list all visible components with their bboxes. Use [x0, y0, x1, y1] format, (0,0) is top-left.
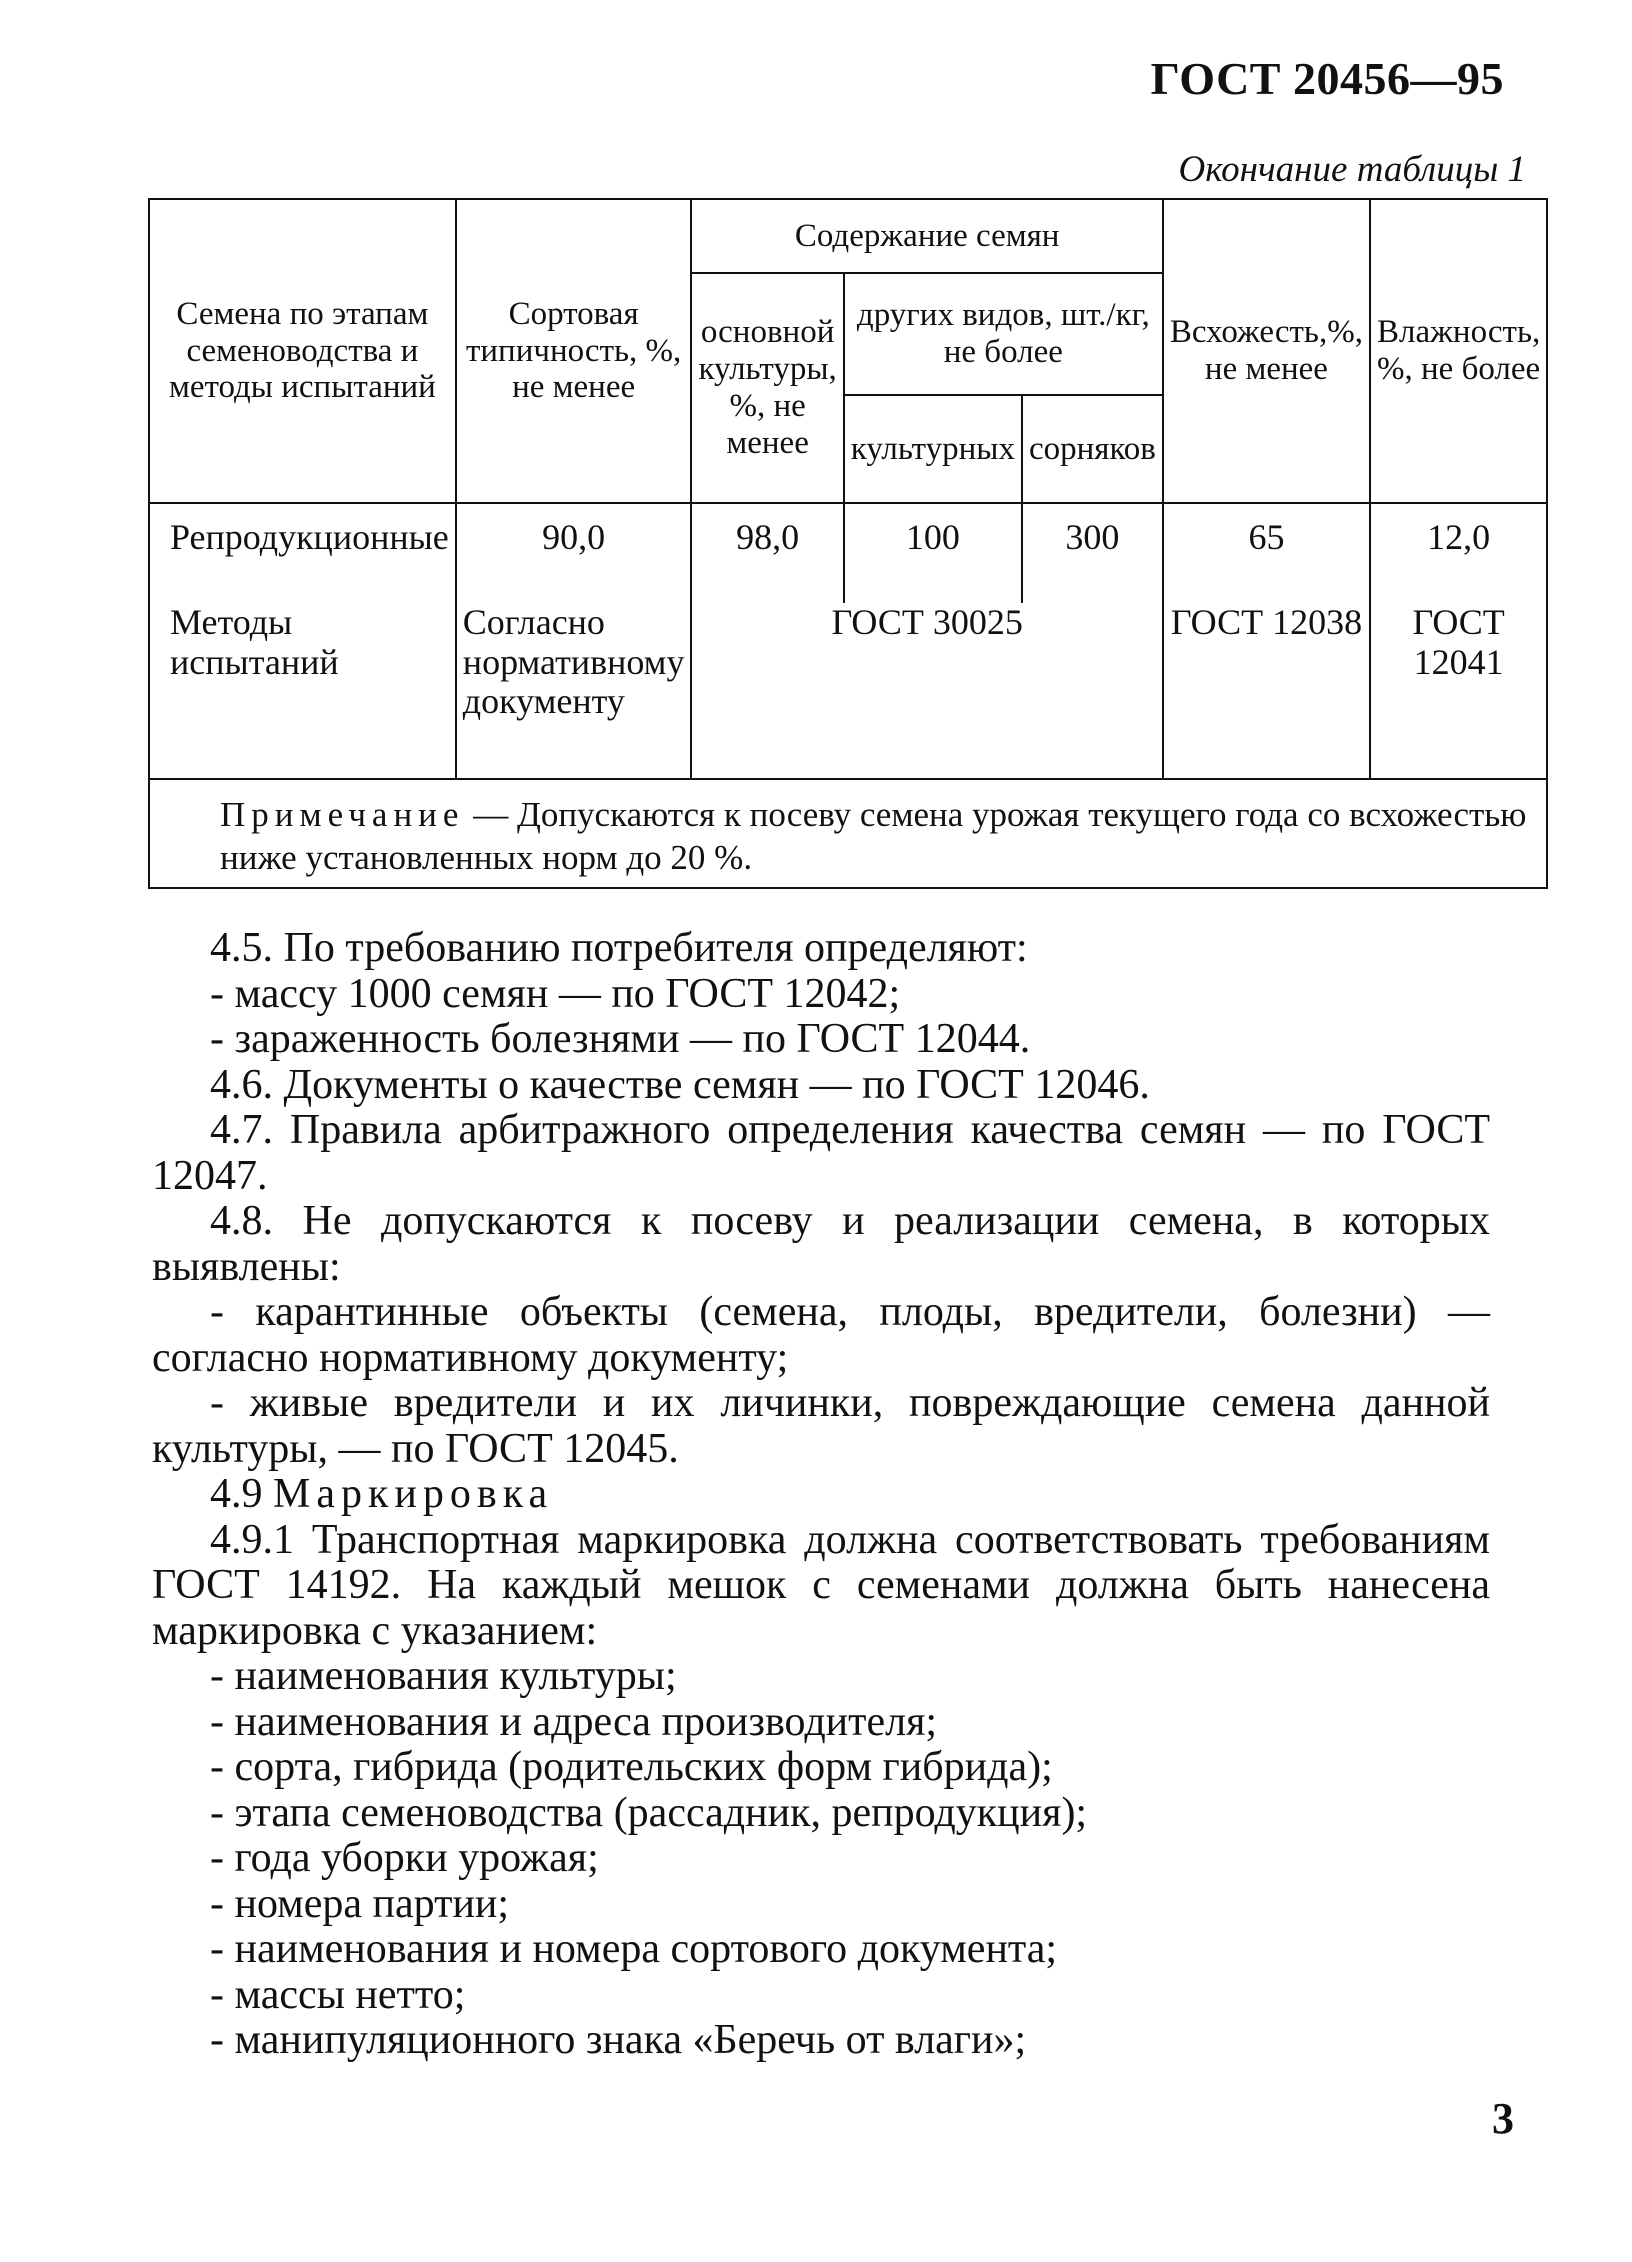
row-reproduction-germination: 65 — [1163, 503, 1370, 603]
row-reproduction-typicality: 90,0 — [456, 503, 692, 603]
header-other-species: других видов, шт./кг, не более — [844, 273, 1163, 395]
paragraph-4-5: 4.5. По требованию потребителя определяют: — [210, 925, 1028, 971]
table-note — [149, 779, 1547, 888]
section-4-9-heading — [152, 1472, 1490, 1518]
marking-item: - номера партии; — [210, 1880, 510, 1927]
header-content-group: Содержание семян — [691, 199, 1162, 273]
row-reproduction-weeds: 300 — [1022, 503, 1163, 603]
row-methods-moisture: ГОСТ 12041 — [1370, 603, 1547, 779]
header-seeds: Семена по этапам семеноводства и методы испытаний — [149, 199, 456, 503]
note-label: Примечание — [220, 795, 465, 834]
marking-item: - наименования культуры; — [210, 1653, 677, 1699]
marking-item: - массы нетто; — [210, 1971, 466, 2018]
marking-item: - года уборки урожая; — [210, 1835, 599, 1881]
row-reproduction-label: Репродукционные — [149, 503, 456, 603]
standard-id: ГОСТ 20456—95 — [1150, 53, 1504, 104]
marking-item: - сорта, гибрида (родительских форм гибрида); — [210, 1744, 1053, 1790]
paragraph-4-5-b: - зараженность болезнями — по ГОСТ 12044. — [210, 1016, 1031, 1062]
paragraph-4-6: 4.6. Документы о качестве семян — по ГОСТ 12046. — [210, 1061, 1150, 1108]
marking-item: - наименования и адреса производителя; — [210, 1698, 938, 1745]
marking-item: - манипуляционного знака «Беречь от влаги»; — [210, 2017, 1027, 2063]
row-reproduction-cultivated: 100 — [844, 503, 1022, 603]
seed-requirements-table — [148, 198, 1548, 889]
page-number: 3 — [1492, 2094, 1514, 2143]
row-methods-germination: ГОСТ 12038 — [1163, 603, 1370, 779]
paragraph-4-7: 4.7. Правила арбитражного определения качества семян — по ГОСТ 12047. — [152, 1107, 1490, 1199]
header-cultivated: культурных — [844, 395, 1022, 503]
row-methods-label: Методы испытаний — [149, 603, 456, 779]
paragraph-4-8-b: - живые вредители и их личинки, повреждающие семена данной культуры, — по ГОСТ 12045. — [152, 1380, 1490, 1472]
marking-item: - наименования и номера сортового документа; — [210, 1926, 1058, 1972]
paragraph-4-9-1: 4.9.1 Транспортная маркировка должна соответствовать требованиям ГОСТ 14192. На каждый мешок с семенами должна быть нанесена маркировка с указанием: — [152, 1516, 1490, 1654]
section-4-9-number: 4.9 — [210, 1471, 263, 1517]
marking-item: - этапа семеноводства (рассадник, репродукция); — [210, 1789, 1088, 1836]
header-typicality: Сортовая типичность, %, не менее — [456, 199, 692, 503]
row-methods-content: ГОСТ 30025 — [691, 603, 1162, 779]
table-caption: Окончание таблицы 1 — [1178, 149, 1526, 190]
header-moisture: Влажность, %, не более — [1370, 199, 1547, 503]
paragraph-4-5-a: - массу 1000 семян — по ГОСТ 12042; — [210, 970, 901, 1017]
row-reproduction-main-culture: 98,0 — [691, 503, 843, 603]
header-weeds: сорняков — [1022, 395, 1163, 503]
row-methods-typicality: Согласно нормативному документу — [456, 603, 692, 779]
body-text — [152, 926, 1490, 2064]
note-text: — Допускаются к посеву семена урожая текущего года со всхожестью ниже установленных норм до 20 %. — [220, 795, 1527, 877]
paragraph-4-8-a: - карантинные объекты (семена, плоды, вредители, болезни) — согласно нормативному документу; — [152, 1289, 1490, 1381]
header-main-culture: основной культуры, %, не менее — [691, 273, 843, 503]
row-reproduction-moisture: 12,0 — [1370, 503, 1547, 603]
paragraph-4-8: 4.8. Не допускаются к посеву и реализации семена, в которых выявлены: — [152, 1198, 1490, 1290]
section-4-9-title: Маркировка — [273, 1471, 554, 1517]
header-germination: Всхожесть,%, не менее — [1163, 199, 1370, 503]
